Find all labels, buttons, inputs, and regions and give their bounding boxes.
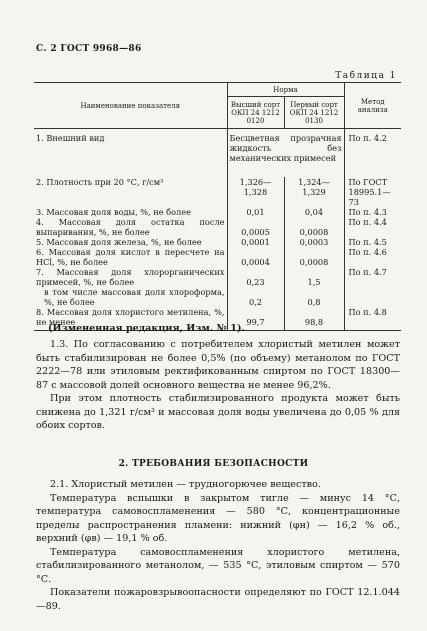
- table-row: [34, 177, 401, 207]
- row-value-grade2: 0,8: [284, 287, 344, 307]
- table-row: [34, 247, 401, 267]
- col-method-header: Метод анализа: [344, 83, 401, 129]
- row-value-grade2: 98,8: [284, 307, 344, 331]
- table-row: [34, 267, 401, 287]
- para-1-3: 1.3. По согласованию с потребителем хлористый метилен может быть стабилизирован не более 0,5% (по объему) метанолом по ГОСТ 2222—78 или этиловым ректификованным спиртом по ГОСТ 18300—87 с массовой долей основного вещества не менее 96,2%.: [36, 339, 400, 391]
- row-method: По ГОСТ 18995.1—73: [344, 177, 401, 207]
- col-grade1-header: Высший сорт ОКП 24 1212 0120: [227, 97, 284, 129]
- row-method: [344, 287, 401, 307]
- row-name: 2. Плотность при 20 °С, г/см³: [36, 177, 164, 187]
- row-name: 3. Массовая доля воды, %, не более: [36, 207, 191, 217]
- section-2-body: [36, 478, 400, 613]
- row-value-grade1: 99,7: [227, 307, 284, 331]
- row-method: По п. 4.5: [344, 237, 401, 247]
- para-1-3-block: [36, 338, 400, 433]
- row-value-grade1: 0,0001: [227, 237, 284, 247]
- row-value-appearance: Бесцветная прозрачная жидкость без механических примесей: [227, 129, 344, 178]
- row-method: По п. 4.2: [344, 129, 401, 178]
- para-stabilized: При этом плотность стабилизированного продукта может быть снижена до 1,321 г/см³ и массовая доля воды увеличена до 0,05 % для обоих сортов.: [36, 393, 400, 431]
- row-name: 4. Массовая доля остатка после выпаривания, %, не более: [36, 217, 225, 237]
- col-indicator-header: Наименование показателя: [34, 83, 227, 129]
- para-autoignition: Температура самовоспламенения хлористого метилена, стабилизированного метанолом, — 535 °С, этиловым спиртом — 570 °С.: [36, 546, 400, 585]
- table-label: Таблица 1: [335, 71, 397, 81]
- section-title: 2. ТРЕБОВАНИЯ БЕЗОПАСНОСТИ: [118, 459, 309, 469]
- row-value-grade2: 0,0008: [284, 247, 344, 267]
- row-value-grade1: 1,326—1,328: [227, 177, 284, 207]
- table-row: [34, 129, 401, 178]
- row-name: 8. Массовая доля хлористого метилена, %, не менее: [36, 307, 225, 327]
- spec-table: [34, 82, 401, 331]
- table-row: [34, 237, 401, 247]
- row-value-grade1: 0,0005: [227, 217, 284, 237]
- row-method: По п. 4.7: [344, 267, 401, 287]
- para-2-1: 2.1. Хлористый метилен — трудногорючее вещество.: [50, 479, 321, 490]
- amendment-note: (Измененная редакция, Изм. № 1).: [48, 323, 245, 334]
- table-row: [34, 217, 401, 237]
- row-value-grade1: 0,23: [227, 267, 284, 287]
- row-value-grade2: 1,5: [284, 267, 344, 287]
- table-row: [34, 287, 401, 307]
- col-norm-header: Норма: [227, 83, 344, 97]
- table-row: [34, 207, 401, 217]
- row-value-grade2: 0,0008: [284, 217, 344, 237]
- row-value-grade2: 1,324—1,329: [284, 177, 344, 207]
- row-value-grade2: 0,0003: [284, 237, 344, 247]
- row-name: 6. Массовая доля кислот в пересчете на HCl, %, не более: [36, 247, 225, 267]
- row-method: По п. 4.6: [344, 247, 401, 267]
- row-value-grade1: 0,0004: [227, 247, 284, 267]
- row-value-grade2: 0,04: [284, 207, 344, 217]
- page-header: С. 2 ГОСТ 9968—86: [36, 44, 142, 54]
- row-method: По п. 4.8: [344, 307, 401, 331]
- row-value-grade1: 0,2: [227, 287, 284, 307]
- row-name: 5. Массовая доля железа, %, не более: [36, 237, 202, 247]
- row-value-grade1: 0,01: [227, 207, 284, 217]
- row-name: 1. Внешний вид: [36, 133, 105, 143]
- row-method: По п. 4.3: [344, 207, 401, 217]
- para-fire: Показатели пожаровзрывоопасности определяют по ГОСТ 12.1.044—89.: [36, 587, 400, 612]
- col-grade2-header: Первый сорт ОКП 24 1212 0130: [284, 97, 344, 129]
- row-method: По п. 4.4: [344, 217, 401, 237]
- row-name: в том числе массовая доля хлороформа, %, не более: [44, 287, 225, 307]
- row-name: 7. Массовая доля хлорорганических примесей, %, не более: [36, 267, 225, 287]
- para-flash: Температура вспышки в закрытом тигле — минус 14 °С, температура самовоспламенения — 580 °С, концентрационные пределы распространения пламени: нижний (φн) — 16,2 % об., верхний (φв) — 19,1 % об.: [36, 492, 400, 544]
